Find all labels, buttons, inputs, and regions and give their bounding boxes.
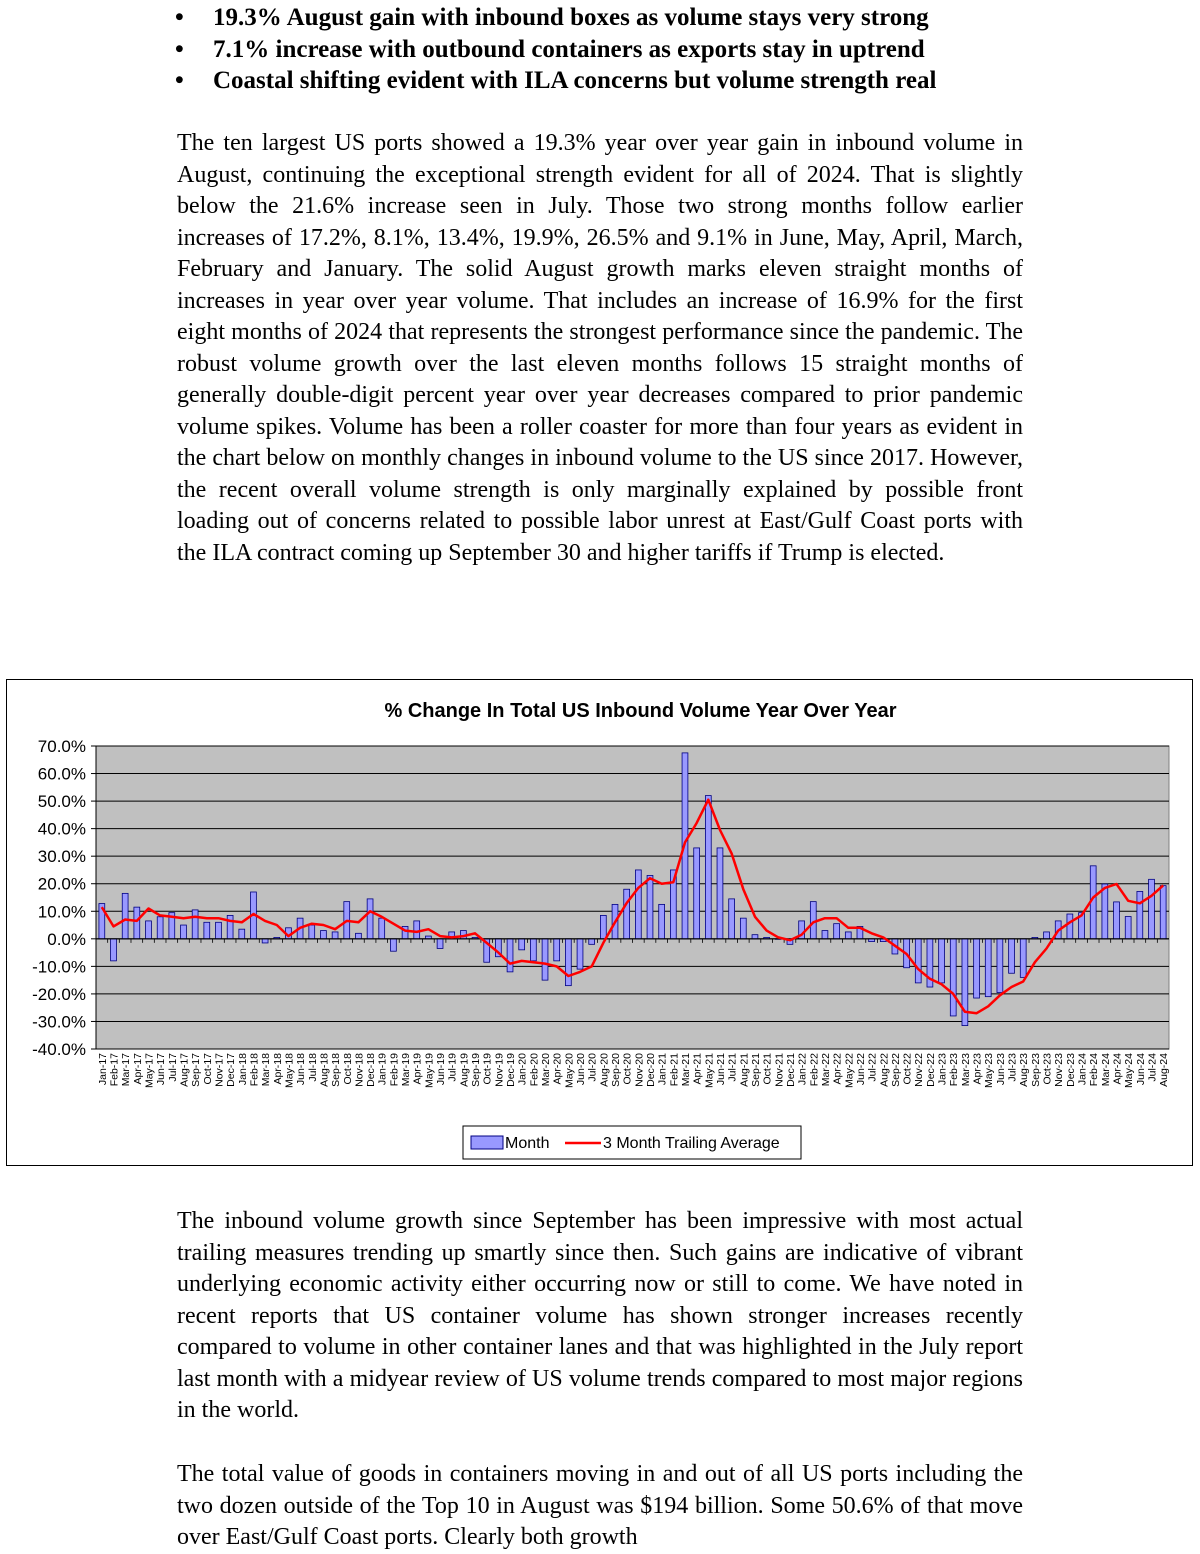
bullet-glyph: • bbox=[175, 67, 184, 94]
x-tick-label: Apr-20 bbox=[551, 1053, 564, 1085]
bar-month-Jun-24 bbox=[1137, 891, 1143, 938]
y-tick-label: 20.0% bbox=[37, 874, 86, 894]
x-tick-label: Jul-23 bbox=[1006, 1053, 1019, 1082]
legend-swatch-month bbox=[471, 1136, 503, 1149]
bar-month-Sep-17 bbox=[192, 910, 198, 939]
bar-month-Jan-18 bbox=[239, 929, 245, 939]
chart-title: % Change In Total US Inbound Volume Year Over Year bbox=[384, 700, 897, 722]
x-tick-label: Feb-21 bbox=[668, 1053, 681, 1087]
bar-month-Feb-17 bbox=[111, 939, 117, 961]
bar-month-Nov-22 bbox=[915, 939, 921, 983]
x-tick-label: May-22 bbox=[843, 1053, 856, 1089]
x-tick-label: Sep-19 bbox=[470, 1053, 483, 1087]
x-tick-label: May-24 bbox=[1123, 1053, 1136, 1089]
bar-month-Aug-23 bbox=[1020, 939, 1026, 978]
x-tick-label: Nov-20 bbox=[633, 1053, 646, 1087]
bullet-glyph: • bbox=[175, 35, 184, 63]
x-tick-label: Jul-20 bbox=[586, 1053, 599, 1082]
y-tick-label: 70.0% bbox=[37, 737, 86, 756]
bar-month-Jun-21 bbox=[717, 848, 723, 939]
x-tick-label: Jan-17 bbox=[96, 1053, 109, 1086]
x-tick-label: Jan-24 bbox=[1076, 1053, 1089, 1086]
bar-month-Dec-19 bbox=[507, 939, 513, 972]
bar-month-Apr-22 bbox=[834, 924, 840, 939]
bar-month-Jul-24 bbox=[1149, 879, 1155, 938]
x-tick-label: Jul-21 bbox=[726, 1053, 739, 1082]
bar-month-Mar-18 bbox=[262, 939, 268, 943]
bar-month-Aug-17 bbox=[181, 925, 187, 939]
x-tick-label: Feb-23 bbox=[948, 1053, 961, 1087]
x-tick-label: Jun-17 bbox=[155, 1053, 168, 1086]
bar-month-Jul-20 bbox=[589, 939, 595, 945]
bullet-text: 19.3% August gain with inbound boxes as volume stays very strong bbox=[213, 4, 929, 31]
x-tick-label: Oct-23 bbox=[1041, 1053, 1054, 1085]
x-tick-label: Jul-17 bbox=[166, 1053, 179, 1082]
bullet-item bbox=[175, 65, 1055, 97]
x-tick-label: Mar-20 bbox=[540, 1053, 553, 1087]
x-tick-label: Nov-18 bbox=[353, 1053, 366, 1087]
x-tick-label: Oct-21 bbox=[761, 1053, 774, 1085]
bar-month-May-21 bbox=[705, 796, 711, 939]
x-tick-label: Apr-18 bbox=[271, 1053, 284, 1085]
x-tick-label: Dec-22 bbox=[924, 1053, 937, 1087]
x-tick-label: Nov-23 bbox=[1053, 1053, 1066, 1087]
x-tick-label: Mar-17 bbox=[120, 1053, 133, 1087]
bar-month-Dec-23 bbox=[1067, 914, 1073, 939]
bar-month-Oct-20 bbox=[624, 889, 630, 939]
bar-month-Jul-21 bbox=[729, 899, 735, 939]
bar-month-Apr-21 bbox=[694, 848, 700, 939]
bullet-glyph: • bbox=[175, 4, 184, 31]
bar-month-Sep-18 bbox=[332, 932, 338, 939]
x-tick-label: Mar-19 bbox=[400, 1053, 413, 1087]
paragraph-growth-since-september: The inbound volume growth since September has been impressive with most actual trailing measures trending up smartly since then. Such gains are indicative of vibrant underlying economic activity either occurring now or still to come. We have noted in recent reports that US container volume has shown stronger increases recently compared to volume in other container lanes and that was highlighted in the July report last month with a midyear review of US volume trends compared to most major regions in the world. bbox=[177, 1208, 1023, 1423]
inbound-volume-chart bbox=[7, 680, 1192, 1165]
bar-month-May-23 bbox=[985, 939, 991, 997]
bar-month-May-24 bbox=[1125, 917, 1131, 939]
x-tick-label: Feb-18 bbox=[248, 1053, 261, 1087]
x-tick-label: Sep-20 bbox=[610, 1053, 623, 1087]
x-tick-label: Aug-21 bbox=[738, 1053, 751, 1087]
y-tick-label: 0.0% bbox=[47, 929, 86, 949]
x-tick-label: Jun-24 bbox=[1134, 1053, 1147, 1086]
x-tick-label: Dec-18 bbox=[365, 1053, 378, 1087]
x-tick-label: Jan-21 bbox=[656, 1053, 669, 1086]
bar-month-Nov-20 bbox=[635, 870, 641, 939]
bar-month-Nov-18 bbox=[356, 933, 362, 939]
x-tick-label: Aug-17 bbox=[178, 1053, 191, 1087]
x-tick-label: Jan-18 bbox=[236, 1053, 249, 1086]
bar-month-Jun-23 bbox=[997, 939, 1003, 993]
x-tick-label: Nov-21 bbox=[773, 1053, 786, 1087]
bar-month-Oct-17 bbox=[204, 922, 210, 939]
bar-month-Aug-18 bbox=[321, 931, 327, 939]
bar-month-Dec-20 bbox=[647, 875, 653, 938]
x-tick-label: Nov-17 bbox=[213, 1053, 226, 1087]
x-tick-label: Jun-18 bbox=[295, 1053, 308, 1086]
x-tick-label: Jul-24 bbox=[1146, 1053, 1159, 1082]
paragraph-inbound-volume: The ten largest US ports showed a 19.3% year over year gain in inbound volume in August, continuing the exceptional strength evident for all of 2024. That is slightly below the 21.6% increase seen in July. Those two strong months follow earlier increases of 17.2%, 8.1%, 13.4%, 19.9%, 26.5% and 9.1% in June, May, April, March, February and January. The solid August growth marks eleven straight months of increases in year over year volume. That includes an increase of 16.9% for the first eight months of 2024 that represents the strongest performance since the pandemic. The robust volume growth over the last eleven months follows 15 straight months of generally double-digit percent year over year decreases compared to prior pandemic volume spikes. Volume has been a roller coaster for more than four years as evident in the chart below on monthly changes in inbound volume to the US since 2017. However, the recent overall volume strength is only marginally explained by possible front loading out of concerns related to possible labor unrest at East/Gulf Coast ports with the ILA contract coming up September 30 and higher tariffs if Trump is elected. bbox=[177, 130, 1023, 566]
bar-month-Mar-22 bbox=[822, 931, 828, 939]
x-tick-label: Apr-21 bbox=[691, 1053, 704, 1085]
bar-month-Feb-19 bbox=[390, 939, 396, 951]
x-tick-label: Mar-21 bbox=[679, 1053, 692, 1087]
x-tick-label: Oct-22 bbox=[901, 1053, 914, 1085]
x-tick-label: Oct-19 bbox=[481, 1053, 494, 1085]
x-tick-label: Oct-20 bbox=[621, 1053, 634, 1085]
bar-month-Apr-20 bbox=[554, 939, 560, 961]
summary-bullets bbox=[175, 2, 1055, 97]
bar-month-Jan-23 bbox=[939, 939, 945, 983]
bar-month-Aug-21 bbox=[740, 918, 746, 939]
x-tick-label: Sep-17 bbox=[190, 1053, 203, 1087]
x-tick-label: Sep-18 bbox=[330, 1053, 343, 1087]
x-tick-label: Aug-23 bbox=[1018, 1053, 1031, 1087]
bar-month-Feb-22 bbox=[810, 902, 816, 939]
bar-month-Jul-18 bbox=[309, 925, 315, 939]
x-tick-label: Apr-24 bbox=[1111, 1053, 1124, 1085]
bar-month-Jun-20 bbox=[577, 939, 583, 969]
bar-month-Feb-23 bbox=[950, 939, 956, 1016]
y-tick-label: 10.0% bbox=[37, 902, 86, 922]
x-tick-label: Apr-19 bbox=[411, 1053, 424, 1085]
bar-month-Dec-17 bbox=[227, 915, 233, 938]
x-tick-label: Mar-18 bbox=[260, 1053, 273, 1087]
bar-month-Sep-21 bbox=[752, 935, 758, 939]
x-tick-label: May-17 bbox=[143, 1053, 156, 1089]
x-tick-label: Jan-23 bbox=[936, 1053, 949, 1086]
bar-month-Dec-18 bbox=[367, 899, 373, 939]
x-tick-label: Nov-19 bbox=[493, 1053, 506, 1087]
x-tick-label: Aug-19 bbox=[458, 1053, 471, 1087]
bar-month-Apr-17 bbox=[134, 907, 140, 939]
x-tick-label: Jun-20 bbox=[575, 1053, 588, 1086]
y-tick-label: -30.0% bbox=[32, 1012, 86, 1032]
x-tick-label: Aug-20 bbox=[598, 1053, 611, 1087]
x-tick-label: May-21 bbox=[703, 1053, 716, 1089]
bullet-text: Coastal shifting evident with ILA concerns but volume strength real bbox=[213, 67, 937, 94]
x-tick-label: Jul-22 bbox=[866, 1053, 879, 1082]
x-tick-label: Feb-17 bbox=[108, 1053, 121, 1087]
paragraph-total-value: The total value of goods in containers moving in and out of all US ports including the two dozen outside of the Top 10 in August was $194 billion. Some 50.6% of that move over East/Gulf Coast ports. Clearly both growth bbox=[177, 1461, 1023, 1550]
bar-month-Nov-17 bbox=[216, 922, 222, 939]
x-tick-label: Oct-17 bbox=[201, 1053, 214, 1085]
x-tick-label: May-23 bbox=[983, 1053, 996, 1089]
bar-month-Oct-23 bbox=[1044, 932, 1050, 939]
x-tick-label: May-19 bbox=[423, 1053, 436, 1089]
bar-month-Apr-23 bbox=[974, 939, 980, 998]
bar-month-Apr-19 bbox=[414, 921, 420, 939]
x-tick-label: Jun-19 bbox=[435, 1053, 448, 1086]
x-tick-label: Aug-22 bbox=[878, 1053, 891, 1087]
x-tick-label: Nov-22 bbox=[913, 1053, 926, 1087]
bar-month-May-22 bbox=[845, 932, 851, 939]
x-tick-label: Feb-22 bbox=[808, 1053, 821, 1087]
x-tick-label: Dec-23 bbox=[1064, 1053, 1077, 1087]
bar-month-May-20 bbox=[565, 939, 571, 986]
x-tick-label: Dec-17 bbox=[225, 1053, 238, 1087]
bar-month-Feb-20 bbox=[530, 939, 536, 961]
x-tick-label: Aug-24 bbox=[1158, 1053, 1171, 1087]
x-tick-label: Feb-24 bbox=[1088, 1053, 1101, 1087]
x-tick-label: Dec-21 bbox=[784, 1053, 797, 1087]
x-tick-label: Jan-22 bbox=[796, 1053, 809, 1086]
bar-month-Apr-24 bbox=[1114, 902, 1120, 939]
bar-month-Jan-21 bbox=[659, 904, 665, 938]
bar-month-Mar-20 bbox=[542, 939, 548, 980]
x-tick-label: May-18 bbox=[283, 1053, 296, 1089]
x-tick-label: Jul-18 bbox=[306, 1053, 319, 1082]
y-tick-label: 40.0% bbox=[37, 819, 86, 839]
x-tick-label: Mar-22 bbox=[819, 1053, 832, 1087]
x-tick-label: Jul-19 bbox=[446, 1053, 459, 1082]
x-tick-label: May-20 bbox=[563, 1053, 576, 1089]
x-tick-label: Apr-22 bbox=[831, 1053, 844, 1085]
x-tick-label: Sep-21 bbox=[749, 1053, 762, 1087]
y-tick-label: 50.0% bbox=[37, 792, 86, 812]
bullet-item bbox=[175, 34, 1055, 66]
bar-month-Jan-19 bbox=[379, 918, 385, 939]
bar-month-Aug-20 bbox=[600, 915, 606, 938]
x-tick-label: Jan-19 bbox=[376, 1053, 389, 1086]
y-tick-label: -10.0% bbox=[32, 957, 86, 977]
x-tick-label: Oct-18 bbox=[341, 1053, 354, 1085]
y-tick-label: 30.0% bbox=[37, 847, 86, 867]
chart-frame bbox=[6, 679, 1193, 1166]
x-tick-label: Jan-20 bbox=[516, 1053, 529, 1086]
bullet-item bbox=[175, 2, 1055, 34]
x-tick-label: Jun-22 bbox=[854, 1053, 867, 1086]
x-tick-label: Jun-21 bbox=[714, 1053, 727, 1086]
x-tick-label: Dec-20 bbox=[644, 1053, 657, 1087]
legend-label-average: 3 Month Trailing Average bbox=[603, 1135, 780, 1152]
bar-month-Jul-23 bbox=[1009, 939, 1015, 973]
x-tick-label: Sep-23 bbox=[1029, 1053, 1042, 1087]
x-tick-label: Dec-19 bbox=[505, 1053, 518, 1087]
bar-month-Jun-19 bbox=[437, 939, 443, 949]
x-tick-label: Mar-24 bbox=[1099, 1053, 1112, 1087]
bar-month-Mar-24 bbox=[1102, 884, 1108, 939]
bar-month-Aug-24 bbox=[1160, 886, 1166, 939]
x-tick-label: Apr-23 bbox=[971, 1053, 984, 1085]
x-tick-label: Mar-23 bbox=[959, 1053, 972, 1087]
y-tick-label: 60.0% bbox=[37, 764, 86, 784]
bar-month-Jan-20 bbox=[519, 939, 525, 950]
bar-month-Jun-17 bbox=[157, 917, 163, 939]
x-tick-label: Sep-22 bbox=[889, 1053, 902, 1087]
legend-label-month: Month bbox=[505, 1135, 550, 1152]
bar-month-Mar-17 bbox=[122, 893, 128, 938]
y-tick-label: -20.0% bbox=[32, 984, 86, 1004]
bar-month-May-17 bbox=[146, 921, 152, 939]
bullet-text: 7.1% increase with outbound containers as exports stay in uptrend bbox=[213, 35, 925, 63]
x-tick-label: Apr-17 bbox=[131, 1053, 144, 1085]
x-tick-label: Feb-20 bbox=[528, 1053, 541, 1087]
x-tick-label: Feb-19 bbox=[388, 1053, 401, 1087]
x-tick-label: Jun-23 bbox=[994, 1053, 1007, 1086]
x-tick-label: Aug-18 bbox=[318, 1053, 331, 1087]
y-tick-label: -40.0% bbox=[32, 1040, 86, 1059]
